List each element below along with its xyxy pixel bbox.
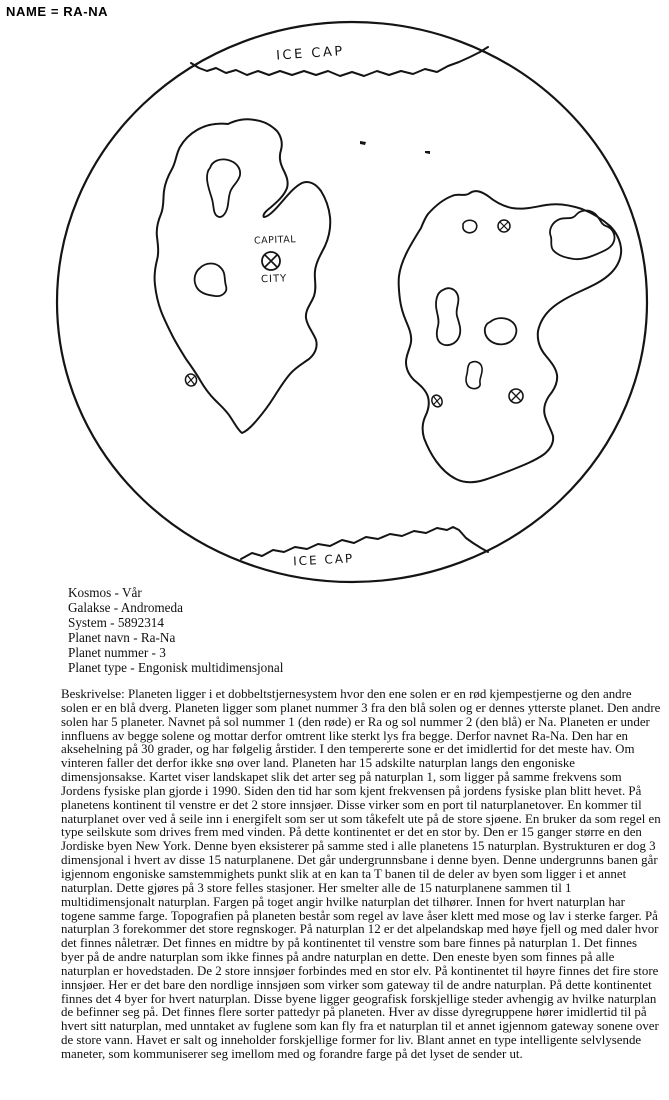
info-line-galakse: Galakse - Andromeda [68, 599, 183, 615]
city-label: CITY [260, 273, 288, 286]
lake-east-mid-west [436, 288, 460, 345]
page-title: NAME = RA-NA [6, 4, 109, 19]
planet-info-block [68, 586, 283, 675]
town-marker-east-north [498, 220, 510, 232]
description-paragraph: Beskrivelse: Planeten ligger i et dobbeltstjernesystem hvor den ene solen er en rød kjempestjerne og den andre solen er en blå dverg. Planeten ligger som planet nummer 3 fra den blå solen og er dennes ytterste planet. Den andre solen har 5 planeter. Navnet på sol nummer 1 (den røde) er Ra og sol nummer 2 (den blå) er Na. Planeten er under innfluens av begge solene og mottar derfor omtrent like sterkt lys fra begge. Derfor navnet Ra-Na. Den har en aksehelning på 30 grader, og har følgelig årstider. I den tempererte sone er det imidlertid for det meste hav. Om vinteren faller det derfor ikke snø over land. Planeten har 15 adskilte naturplan langs den engoniske dimensjonsakse. Kartet viser landskapet slik det arter seg på naturplan 1, som ligger på samme frekvens som Jordens fysiske plan gjorde i 1990. Siden den tid har som kjent frekvensen på jordens fysiske plan blitt hevet. På planetens kontinent til venstre er det 2 store innsjøer. Disse virker som en port til naturplanetover. En kommer til naturplanet over ved å seile inn i energifelt som ser ut som tåkefelt ute på de store sjøene. En bruker da som regel en type seilskute som drives frem med vinden. På dette kontinentet er det en stor by. Den er 15 ganger større en den Jordiske byen New York. Denne byen eksisterer på samme sted i alle planetens 15 naturplan. Bystrukturen er dog 3 dimensjonal i hvert av disse 15 naturplanene. Det går undergrunnsbane i denne byen. Denne undergrunns banen går igjennom engoniske samstemmighets punkt slik at en kan ta T banen til de deler av byen som ligger i et annet naturplan. Dette gjøres på 3 store felles stasjoner. Her smelter alle de 15 naturplanene sammen til 1 multidimensjonalt naturplan. Fargen på toget angir hvilke naturplan det tilhører. Innen for hvert naturplan har togene samme farge. Topografien på planeten består som regel av lave åser klett med mose og lav i sterke farger. På naturplan 3 forekommer det store regnskoger. På naturplan 12 er det alpelandskap med høye fjell og med daler hvor det finnes nåletrær. Det finnes en midtre by på kontinentet til venstre som bare finnes på naturplan 1. Det finnes byer på de andre naturplan som ikke finnes på andre naturplan en dette. Den eneste byen som finnes på alle naturplan er hovedstaden. De 2 store innsjøer forbindes med en stor elv. På kontinentet til høyre finnes det fire store innsjøer. Her er det bare den nordlige innsjøen som virker som gateway til de andre naturplan. På dette kontinentet finnes det 4 byer for hvert naturplan. Disse byene ligger geografisk forskjellige steder avhengig av hvilke naturplan de befinner seg på. Det finnes flere sorter pattedyr på planeten. Hver av disse dyregruppene hører imidlertid til på hvert sitt naturplan, med unntaket av fuglene som kan fly fra et naturplan til et annet igjennom gateway sonene over de store vann. Havet er salt og inneholder forskjellige former for liv. Blant annet en type intelligente selvlysende maneter, som kommuniserer seg imellom med og forandre farge på det lyset de sender ut. [61, 687, 661, 1061]
lake-west-north [207, 159, 240, 217]
info-line-type: Planet type - Engonisk multidimensjonal [68, 659, 284, 675]
lake-east-north-large [550, 211, 615, 260]
info-line-nummer: Planet nummer - 3 [68, 644, 166, 660]
ice-cap-top-label: ICE CAP [275, 43, 346, 64]
ice-cap-bottom-label: ICE CAP [292, 551, 355, 569]
capital-label: CAPITAL [253, 234, 297, 247]
lake-east-gateway-small [463, 220, 477, 233]
lake-west-south [195, 264, 227, 297]
capital-city-marker [262, 252, 280, 270]
continent-west [155, 119, 331, 433]
info-line-kosmos: Kosmos - Vår [68, 585, 142, 600]
island-small-1 [360, 141, 366, 145]
ice-cap-bottom-boundary [241, 527, 488, 559]
lake-east-isthmus [466, 362, 482, 389]
island-small-2 [425, 151, 430, 154]
town-marker-east-south [509, 389, 523, 403]
continent-east [399, 191, 622, 482]
town-marker-east-southwest [430, 393, 444, 408]
lake-east-mid-east [485, 318, 517, 344]
info-line-system: System - 5892314 [68, 614, 164, 630]
info-line-navn: Planet navn - Ra-Na [68, 629, 176, 645]
